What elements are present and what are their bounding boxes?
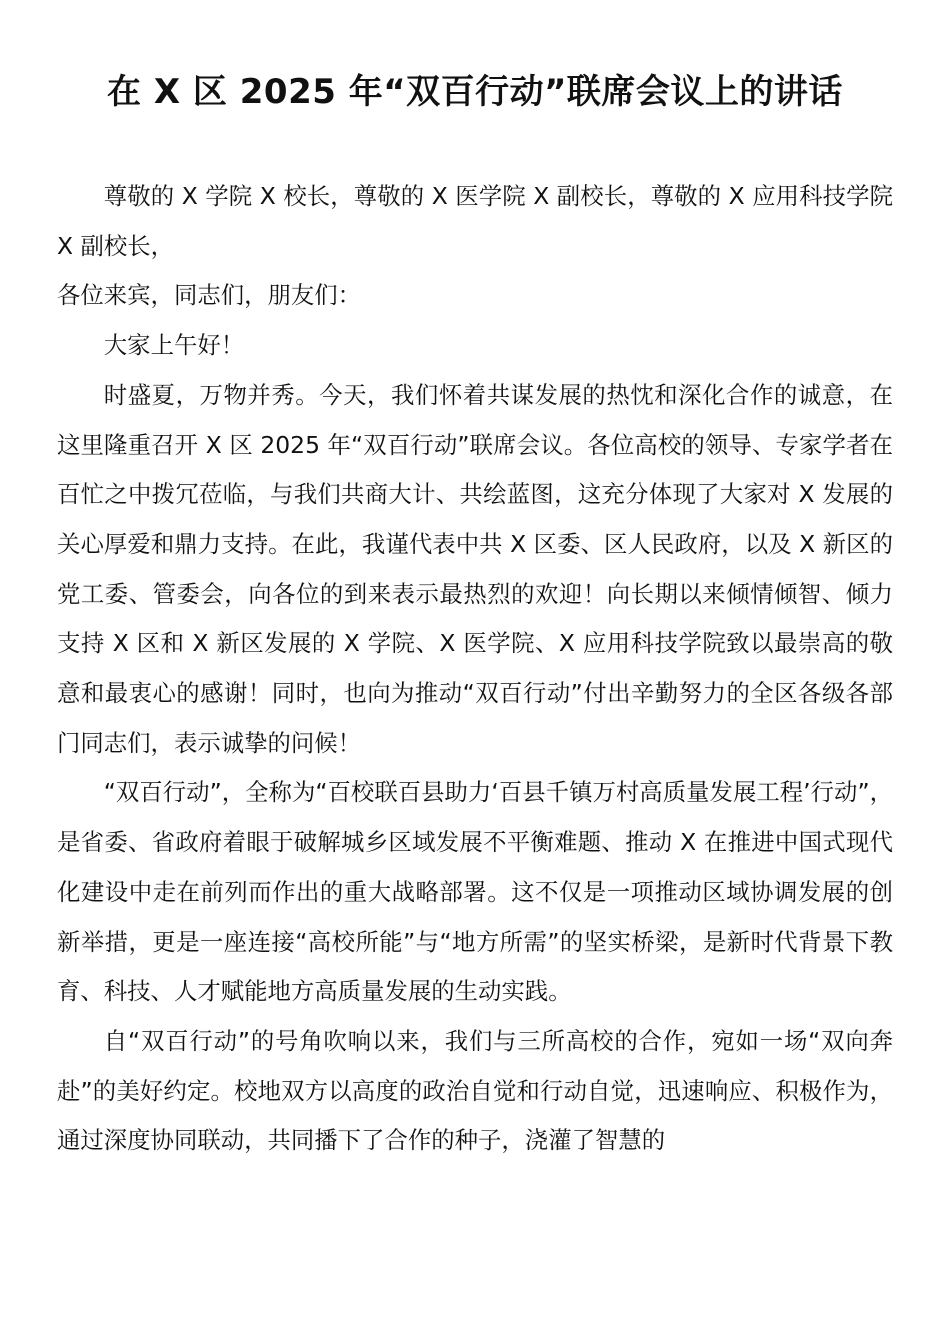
audience-greeting: 各位来宾，同志们，朋友们：: [57, 281, 362, 310]
document-body: [57, 172, 893, 1166]
morning-greeting: 大家上午好！: [103, 331, 245, 360]
introduction-paragraph: “双百行动”，全称为“百校联百县助力‘百县千镇万村高质量发展工程’行动”，是省委、省政府着眼于破解城乡区域发展不平衡难题、推动 X 在推进中国式现代化建设中走在前列而作出的重大战略部署。这不仅是一项推动区域协调发展的创新举措，更是一座连接“高校所能”与“地方所需”的坚实桥梁，是新时代背景下教育、科技、人才赋能地方高质量发展的生动实践。: [57, 778, 893, 1006]
opening-paragraph: 时盛夏，万物并秀。今天，我们怀着共谋发展的热忱和深化合作的诚意，在这里隆重召开 X 区 2025 年“双百行动”联席会议。各位高校的领导、专家学者在百忙之中拨冗莅临，与我们共商大计、共绘蓝图，这充分体现了大家对 X 发展的关心厚爱和鼎力支持。在此，我谨代表中共 X 区委、区人民政府，以及 X 新区的党工委、管委会，向各位的到来表示最热烈的欢迎！向长期以来倾情倾智、倾力支持 X 区和 X 新区发展的 X 学院、X 医学院、X 应用科技学院致以最崇高的敬意和最衷心的感谢！同时，也向为推动“双百行动”付出辛勤努力的全区各级各部门同志们，表示诚挚的问候！: [57, 380, 893, 757]
cooperation-paragraph: 自“双百行动”的号角吹响以来，我们与三所高校的合作，宛如一场“双向奔赴”的美好约定。校地双方以高度的政治自觉和行动自觉，迅速响应、积极作为，通过深度协同联动，共同播下了合作的种子，浇灌了智慧的: [57, 1026, 893, 1155]
document-title: 在 X 区 2025 年“双百行动”联席会议上的讲话: [107, 72, 843, 112]
salutation-paragraph: 尊敬的 X 学院 X 校长，尊敬的 X 医学院 X 副校长，尊敬的 X 应用科技学院 X 副校长，: [57, 182, 893, 260]
